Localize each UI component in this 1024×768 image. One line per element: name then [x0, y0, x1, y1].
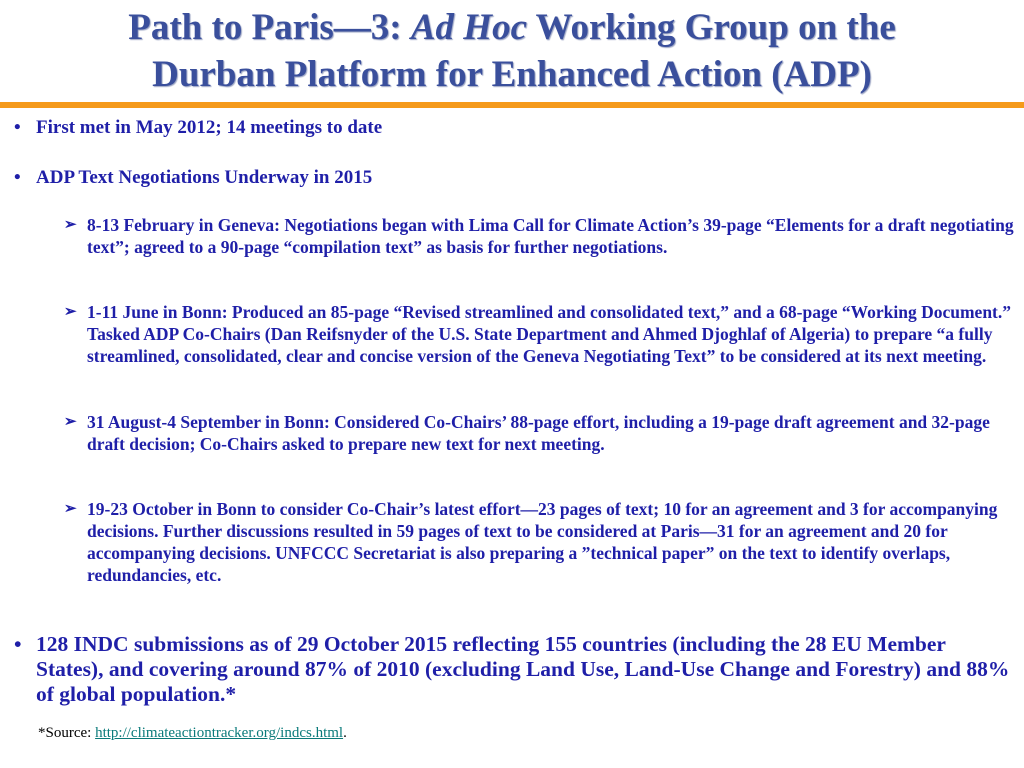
bullet-adp-negotiations: [14, 166, 1014, 190]
arrow-bullet-icon: ➢: [64, 304, 77, 320]
slide-title: [0, 4, 1024, 98]
sub-bullet-june-bonn: [64, 301, 1014, 367]
sub-bullet-text: 1-11 June in Bonn: Produced an 85-page “Revised streamlined and consolidated text,” and a 68-page “Working Document.” Tasked ADP Co-Chairs (Dan Reifsnyder of the U.S. State Department and Ahmed Djoghlaf of Algeria) to prepare “a fully streamlined, consolidated, clear and concise version of the Geneva Negotiating Text” to be considered at its next meeting.: [87, 302, 1012, 366]
bullet-text: 128 INDC submissions as of 29 October 2015 reflecting 155 countries (including the 28 EU Member States), and covering around 87% of 2010 (excluding Land Use, Land-Use Change and Forestry) and 88% of global population.*: [36, 632, 1010, 706]
bullet-text: First met in May 2012; 14 meetings to date: [36, 117, 383, 138]
sub-bullet-text: 19-23 October in Bonn to consider Co-Chair’s latest effort—23 pages of text; 10 for an agreement and 3 for accompanying decisions. Further discussions resulted in 59 pages of text to be considered at Paris—31 for an agreement and 20 for accompanying decisions. UNFCCC Secretariat is also preparing a ”technical paper” on the text to identify overlaps, redundancies, etc.: [87, 499, 998, 585]
source-label: *Source:: [38, 725, 96, 741]
title-line-1-suffix: Working Group on the: [527, 7, 896, 48]
arrow-bullet-icon: ➢: [64, 501, 77, 517]
bullet-text: ADP Text Negotiations Underway in 2015: [36, 167, 373, 188]
sub-bullet-august-september-bonn: [64, 411, 1014, 455]
bullet-marker: •: [14, 167, 21, 188]
sub-bullet-text: 31 August-4 September in Bonn: Considered Co-Chairs’ 88-page effort, including a 19-page draft agreement and 32-page draft decision; Co-Chairs asked to prepare new text for next meeting.: [87, 412, 990, 454]
sub-bullet-text: 8-13 February in Geneva: Negotiations began with Lima Call for Climate Action’s 39-page “Elements for a draft negotiating text”; agreed to a 90-page “compilation text” as basis for further negotiations.: [87, 215, 1014, 257]
arrow-bullet-icon: ➢: [64, 217, 77, 233]
sub-bullet-february-geneva: [64, 214, 1014, 258]
title-line-2: Durban Platform for Enhanced Action (ADP): [152, 54, 872, 95]
bullet-marker: •: [14, 632, 22, 656]
sub-bullet-october-bonn: [64, 498, 1014, 586]
bullet-indc-submissions: [14, 632, 1014, 707]
title-divider: [0, 102, 1024, 108]
arrow-bullet-icon: ➢: [64, 414, 77, 430]
bullet-first-met: [14, 116, 1014, 140]
title-line-1: [0, 4, 1024, 51]
title-line-1-prefix: Path to Paris—3:: [128, 7, 411, 48]
source-note: [38, 723, 347, 743]
title-line-1-italic: Ad Hoc: [410, 7, 527, 48]
source-suffix: .: [343, 725, 347, 741]
bullet-marker: •: [14, 117, 21, 138]
source-link[interactable]: http://climateactiontracker.org/indcs.html: [95, 725, 344, 741]
